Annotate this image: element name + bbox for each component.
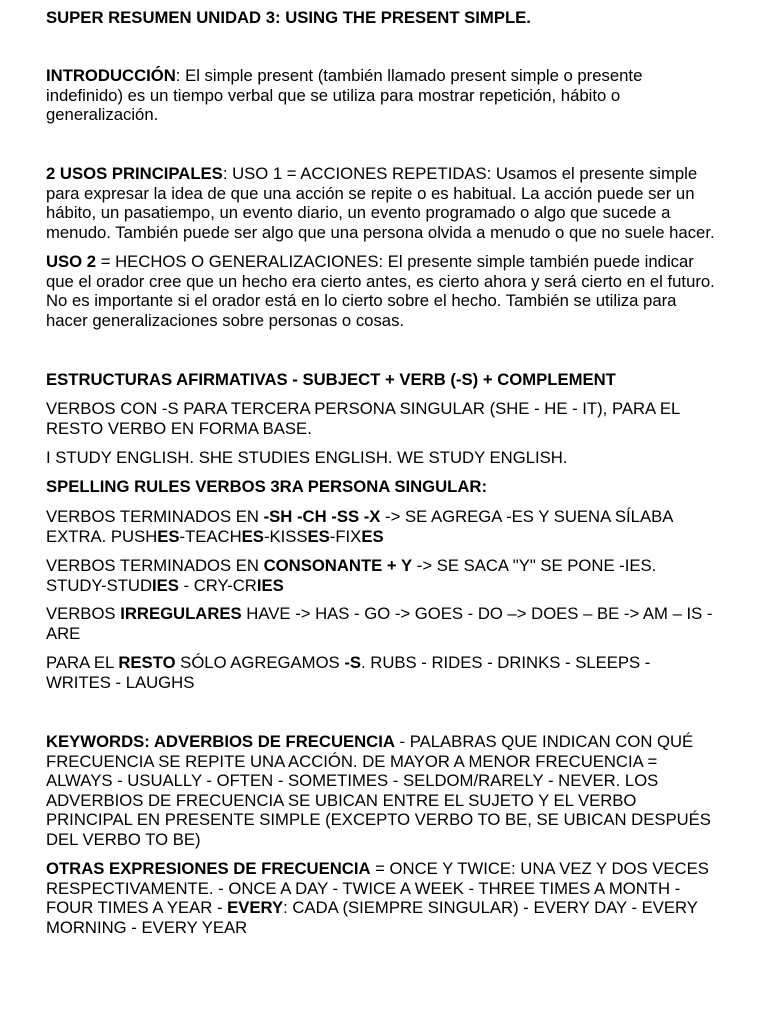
body-text: SÓLO AGREGAMOS [175, 653, 345, 672]
usos-line [46, 164, 715, 184]
emphasis: EVERY [227, 898, 284, 918]
body-text: VERBOS TERMINADOS EN [46, 507, 264, 526]
section-keywords [46, 732, 711, 850]
regla-sh-line [46, 507, 673, 527]
body-text: - CRY-CR [178, 575, 257, 595]
keywords-line [46, 791, 711, 811]
body-text: PRINCIPAL EN PRESENTE SIMPLE (EXCEPTO VERBO TO BE, SE UBICAN DESPUÉS [46, 810, 711, 830]
body-text: -TEACH [179, 526, 242, 546]
estructuras-heading: ESTRUCTURAS AFIRMATIVAS - SUBJECT + VERB (-S) + COMPLEMENT [46, 370, 616, 389]
body-text: hacer generalizaciones sobre personas o cosas. [46, 310, 405, 330]
uso-2-label: USO 2 [46, 252, 97, 271]
usos-line [46, 184, 715, 204]
section-spelling [46, 477, 487, 497]
keywords-line [46, 810, 711, 830]
body-text: -FIX [329, 526, 362, 546]
introduccion-line [46, 66, 642, 86]
keywords-label: KEYWORDS: ADVERBIOS DE FRECUENCIA [46, 732, 395, 751]
section-regla-irregulares [46, 604, 712, 643]
tercera-persona-line: VERBOS CON -S PARA TERCERA PERSONA SINGULAR (SHE - HE - IT), PARA EL [46, 399, 681, 418]
regla-sh-line [46, 527, 673, 547]
introduccion-line [46, 86, 642, 106]
section-regla-y [46, 556, 656, 595]
body-text: . RUBS - RIDES - DRINKS - SLEEPS - [361, 653, 651, 672]
emphasis: -SH -CH -SS -X [263, 507, 381, 526]
body-text: EXTRA. PUSH [46, 526, 158, 546]
keywords-line [46, 752, 711, 772]
body-text: ARE [46, 623, 81, 643]
section-estructuras [46, 370, 616, 390]
uso-2-line [46, 311, 715, 331]
emphasis: IES [152, 575, 179, 595]
regla-y-line [46, 556, 656, 576]
body-text: ADVERBIOS DE FRECUENCIA SE UBICAN ENTRE EL SUJETO Y EL VERBO [46, 790, 637, 810]
emphasis: IES [256, 575, 284, 595]
emphasis: CONSONANTE + Y [263, 556, 413, 575]
body-text: indefinido) es un tiempo verbal que se utiliza para mostrar repetición, hábito o [46, 85, 621, 105]
emphasis: RESTO [118, 653, 176, 672]
section-regla-resto [46, 653, 650, 692]
body-text: -KISS [263, 526, 308, 546]
body-text: ALWAYS - USUALLY - OFTEN - SOMETIMES - SELDOM/RARELY - NEVER. LOS [46, 771, 659, 791]
body-text: menudo. También puede ser algo que una persona olvida a menudo o que no suele hacer. [46, 222, 715, 242]
usos-line [46, 203, 715, 223]
emphasis: ES [307, 526, 330, 546]
emphasis: ES [361, 526, 384, 546]
body-text: generalización. [46, 105, 159, 125]
regla-irregulares-line [46, 604, 712, 624]
regla-resto-line [46, 653, 650, 673]
otras-expresiones-label: OTRAS EXPRESIONES DE FRECUENCIA [46, 859, 371, 878]
regla-resto-line [46, 673, 650, 693]
section-usos-principales [46, 164, 715, 242]
regla-y-line [46, 576, 656, 596]
uso-2-line [46, 272, 715, 292]
body-text: hábito, un pasatiempo, un evento diario, un evento programado o algo que sucede a [46, 203, 671, 223]
body-text: WRITES - LAUGHS [46, 672, 195, 692]
otras-expresiones-line [46, 859, 709, 879]
body-text: No es importante si el orador está en lo cierto sobre el hecho. También se utiliza para [46, 291, 677, 311]
keywords-line [46, 771, 711, 791]
regla-irregulares-line [46, 624, 712, 644]
body-text: PARA EL [46, 653, 119, 672]
emphasis: IRREGULARES [120, 604, 242, 623]
body-text: : El simple present (también llamado present simple o presente [175, 66, 643, 85]
keywords-line [46, 830, 711, 850]
ejemplo-text: I STUDY ENGLISH. SHE STUDIES ENGLISH. WE STUDY ENGLISH. [46, 448, 568, 467]
section-uso-2 [46, 252, 715, 330]
body-text: STUDY-STUD [46, 575, 153, 595]
uso-2-line [46, 291, 715, 311]
body-text: : CADA (SIEMPRE SINGULAR) - EVERY DAY - EVERY [283, 898, 698, 918]
uso-2-line [46, 252, 715, 272]
body-text: RESPECTIVAMENTE. - ONCE A DAY - TWICE A WEEK - THREE TIMES A MONTH - [46, 878, 681, 898]
section-tercera-persona [46, 399, 680, 438]
body-text: - PALABRAS QUE INDICAN CON QUÉ [394, 732, 694, 751]
body-text: para expresar la idea de que una acción se repite o es habitual. La acción puede ser un [46, 183, 695, 203]
body-text: FRECUENCIA SE REPITE UNA ACCIÓN. DE MAYOR A MENOR FRECUENCIA = [46, 751, 658, 771]
usos-principales-label: 2 USOS PRINCIPALES [46, 164, 223, 183]
body-text: : USO 1 = ACCIONES REPETIDAS: Usamos el presente simple [222, 164, 698, 183]
otras-expresiones-line [46, 918, 709, 938]
body-text: = ONCE Y TWICE: UNA VEZ Y DOS VECES [370, 859, 709, 878]
document-title-block [46, 8, 531, 28]
body-text: -> SE AGREGA -ES Y SUENA SÍLABA [380, 507, 674, 526]
emphasis: ES [157, 526, 180, 546]
body-text: VERBOS TERMINADOS EN [46, 556, 264, 575]
otras-expresiones-line [46, 898, 709, 918]
keywords-line [46, 732, 711, 752]
emphasis: -S [344, 653, 362, 672]
body-text: FOUR TIMES A YEAR - [46, 898, 228, 918]
emphasis: ES [241, 526, 264, 546]
body-text: DEL VERBO TO BE) [46, 829, 201, 849]
section-regla-sh [46, 507, 673, 546]
usos-line [46, 223, 715, 243]
otras-expresiones-line [46, 879, 709, 899]
section-introduccion [46, 66, 642, 125]
introduccion-line [46, 105, 642, 125]
introduccion-label: INTRODUCCIÓN [46, 66, 176, 85]
body-text: VERBOS [46, 604, 121, 623]
spelling-heading: SPELLING RULES VERBOS 3RA PERSONA SINGULAR: [46, 477, 488, 496]
body-text: HAVE -> HAS - GO -> GOES - DO –> DOES – BE -> AM – IS - [241, 604, 713, 623]
section-ejemplo [46, 448, 567, 468]
body-text: que el orador cree que un hecho era cierto antes, es cierto ahora y será cierto en el futuro. [46, 271, 715, 291]
tercera-persona-line: RESTO VERBO EN FORMA BASE. [46, 418, 312, 438]
body-text: -> SE SACA "Y" SE PONE -IES. [412, 556, 657, 575]
document-title: SUPER RESUMEN UNIDAD 3: USING THE PRESENT SIMPLE. [46, 8, 531, 27]
section-otras-expresiones [46, 859, 709, 937]
body-text: = HECHOS O GENERALIZACIONES: El presente simple también puede indicar [96, 252, 694, 271]
body-text: MORNING - EVERY YEAR [46, 917, 248, 937]
